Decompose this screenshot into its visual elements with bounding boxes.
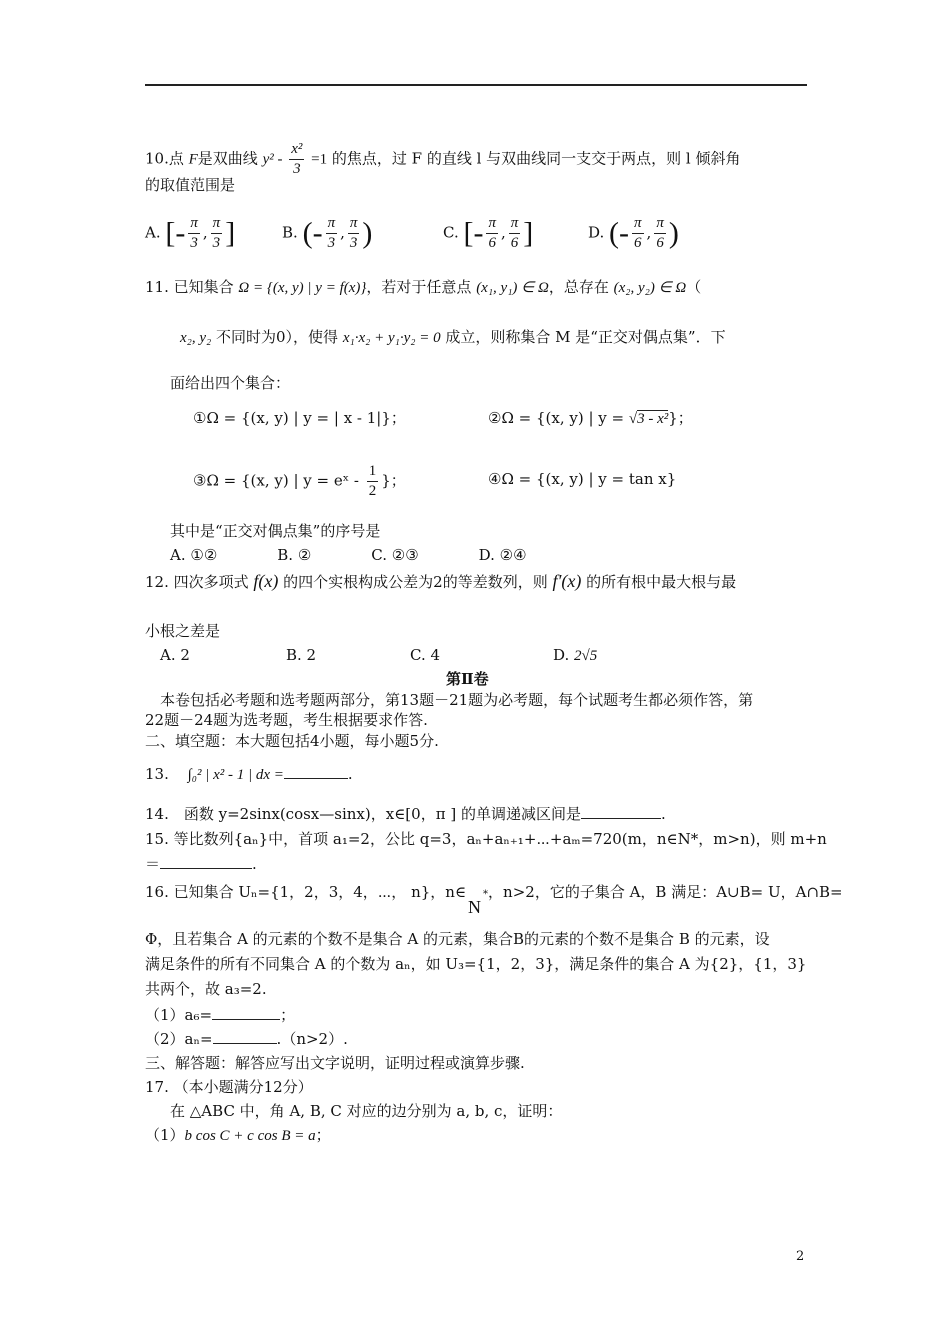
q12-line2: 小根之差是 xyxy=(145,622,221,640)
q16-answer-blank-2 xyxy=(213,1027,277,1044)
q16-line4: 共两个，故 a₃=2. xyxy=(145,980,267,998)
part2-intro-2: 22题－24题为选考题，考生根据要求作答. xyxy=(145,711,428,729)
section2-heading: 二、填空题：本大题包括4小题，每小题5分. xyxy=(145,732,439,750)
q14: 14. 函数 y=2sinx(cosx—sinx)，x∈[0，π ] 的单调递减区间是 . xyxy=(145,802,666,825)
q13-answer-blank xyxy=(284,762,348,779)
part2-title: 第Ⅱ卷 xyxy=(446,670,489,688)
q15-answer-blank xyxy=(160,852,252,869)
q15-line2: ＝ . xyxy=(145,852,257,875)
q13: 13. ∫₀² | x² - 1 | dx = . xyxy=(145,762,353,786)
q16-answer-blank-1 xyxy=(212,1003,280,1020)
q11-set-4: ④Ω = {(x, y) | y = tan x} xyxy=(488,470,677,488)
q15-line1: 15. 等比数列{aₙ}中，首项 a₁=2，公比 q=3，aₙ+aₙ₊₁+⋯+aₘ=720(m，n∈N*，m>n)，则 m+n xyxy=(145,830,827,848)
q11-options: A. ①② B. ② C. ②③ D. ②④ xyxy=(170,546,527,564)
q11-question: 其中是“正交对偶点集”的序号是 xyxy=(170,522,381,540)
q11-set-2: ②Ω = {(x, y) | y = √3 - x²}； xyxy=(488,409,693,427)
q16-line1: 16. 已知集合 Uₙ={1，2，3，4，⋯， n}，n∈N*，n>2，它的子集合 A，B 满足：A∪B= U，A∩B= xyxy=(145,883,843,917)
q16-line3: 满足条件的所有不同集合 A 的个数为 aₙ，如 U₃={1，2，3}，满足条件的集合 A 为{2}，{1，3} xyxy=(145,955,807,973)
q11-line2: x₂, y₂ 不同时为0），使得 x₁·x₂ + y₁·y₂ = 0 成立，则称集合 M 是“正交对偶点集”．下 xyxy=(180,328,726,346)
header-rule xyxy=(145,84,807,86)
q11-line3: 面给出四个集合： xyxy=(170,374,291,392)
q12-option-b: B. 2 xyxy=(286,646,317,664)
q10-line1: 10.点 F是双曲线 y² - $\frac{\text{x²}}{3}$ =1 的焦点，过 F 的直线 l 与双曲线同一支交于两点，则 l 倾斜角 xyxy=(145,141,741,177)
q10-option-a: A. [- $\frac{\pi}{3}$ , $\frac{\pi}{3}$ ] xyxy=(145,215,236,251)
q17-part1: （1）b cos C + c cos B = a； xyxy=(145,1126,331,1144)
q12-option-c: C. 4 xyxy=(410,646,441,664)
q12-line1: 12. 四次多项式 f(x) 的四个实根构成公差为2的等差数列，则 f′(x) 的所有根中最大根与最 xyxy=(145,571,737,591)
q10-option-c: C. [- $\frac{\pi}{6}$ , $\frac{\pi}{6}$ ] xyxy=(443,215,534,251)
q14-answer-blank xyxy=(581,802,661,819)
part2-intro-1: 本卷包括必考题和选考题两部分，第13题－21题为必考题，每个试题考生都必须作答，第 xyxy=(160,691,754,709)
q11-set-1: ①Ω = {(x, y) | y = | x - 1|}； xyxy=(193,409,406,427)
q11-line1: 11. 已知集合 Ω = {(x, y) | y = f(x)}，若对于任意点 (x₁, y₁) ∈ Ω，总存在 (x₂, y₂) ∈ Ω（ xyxy=(145,278,702,296)
q16-part2: （2）aₙ= .（n>2）. xyxy=(145,1027,348,1050)
q10-option-b: B. (- $\frac{\pi}{3}$ , $\frac{\pi}{3}$ ) xyxy=(282,215,373,251)
q17-title: 17. （本小题满分12分） xyxy=(145,1078,313,1096)
q16-part1: （1）a₆= ； xyxy=(145,1003,295,1026)
section3-heading: 三、解答题：解答应写出文字说明，证明过程或演算步骤. xyxy=(145,1054,525,1072)
page-number: 2 xyxy=(796,1249,805,1264)
q17-line1: 在 △ABC 中，角 A, B, C 对应的边分别为 a, b, c，证明： xyxy=(170,1102,563,1120)
q10-option-d: D. (- $\frac{\pi}{6}$ , $\frac{\pi}{6}$ ) xyxy=(588,215,679,251)
q12-option-a: A. 2 xyxy=(160,646,190,664)
q11-set-3: ③Ω = {(x, y) | y = eˣ - $\frac{1}{2}$ }； xyxy=(193,463,406,499)
q16-line2: Φ，且若集合 A 的元素的个数不是集合 A 的元素，集合B的元素的个数不是集合 B 的元素，设 xyxy=(145,930,770,948)
q12-option-d: D. 2√5 xyxy=(553,646,598,664)
q10-line2: 的取值范围是 xyxy=(145,176,236,194)
